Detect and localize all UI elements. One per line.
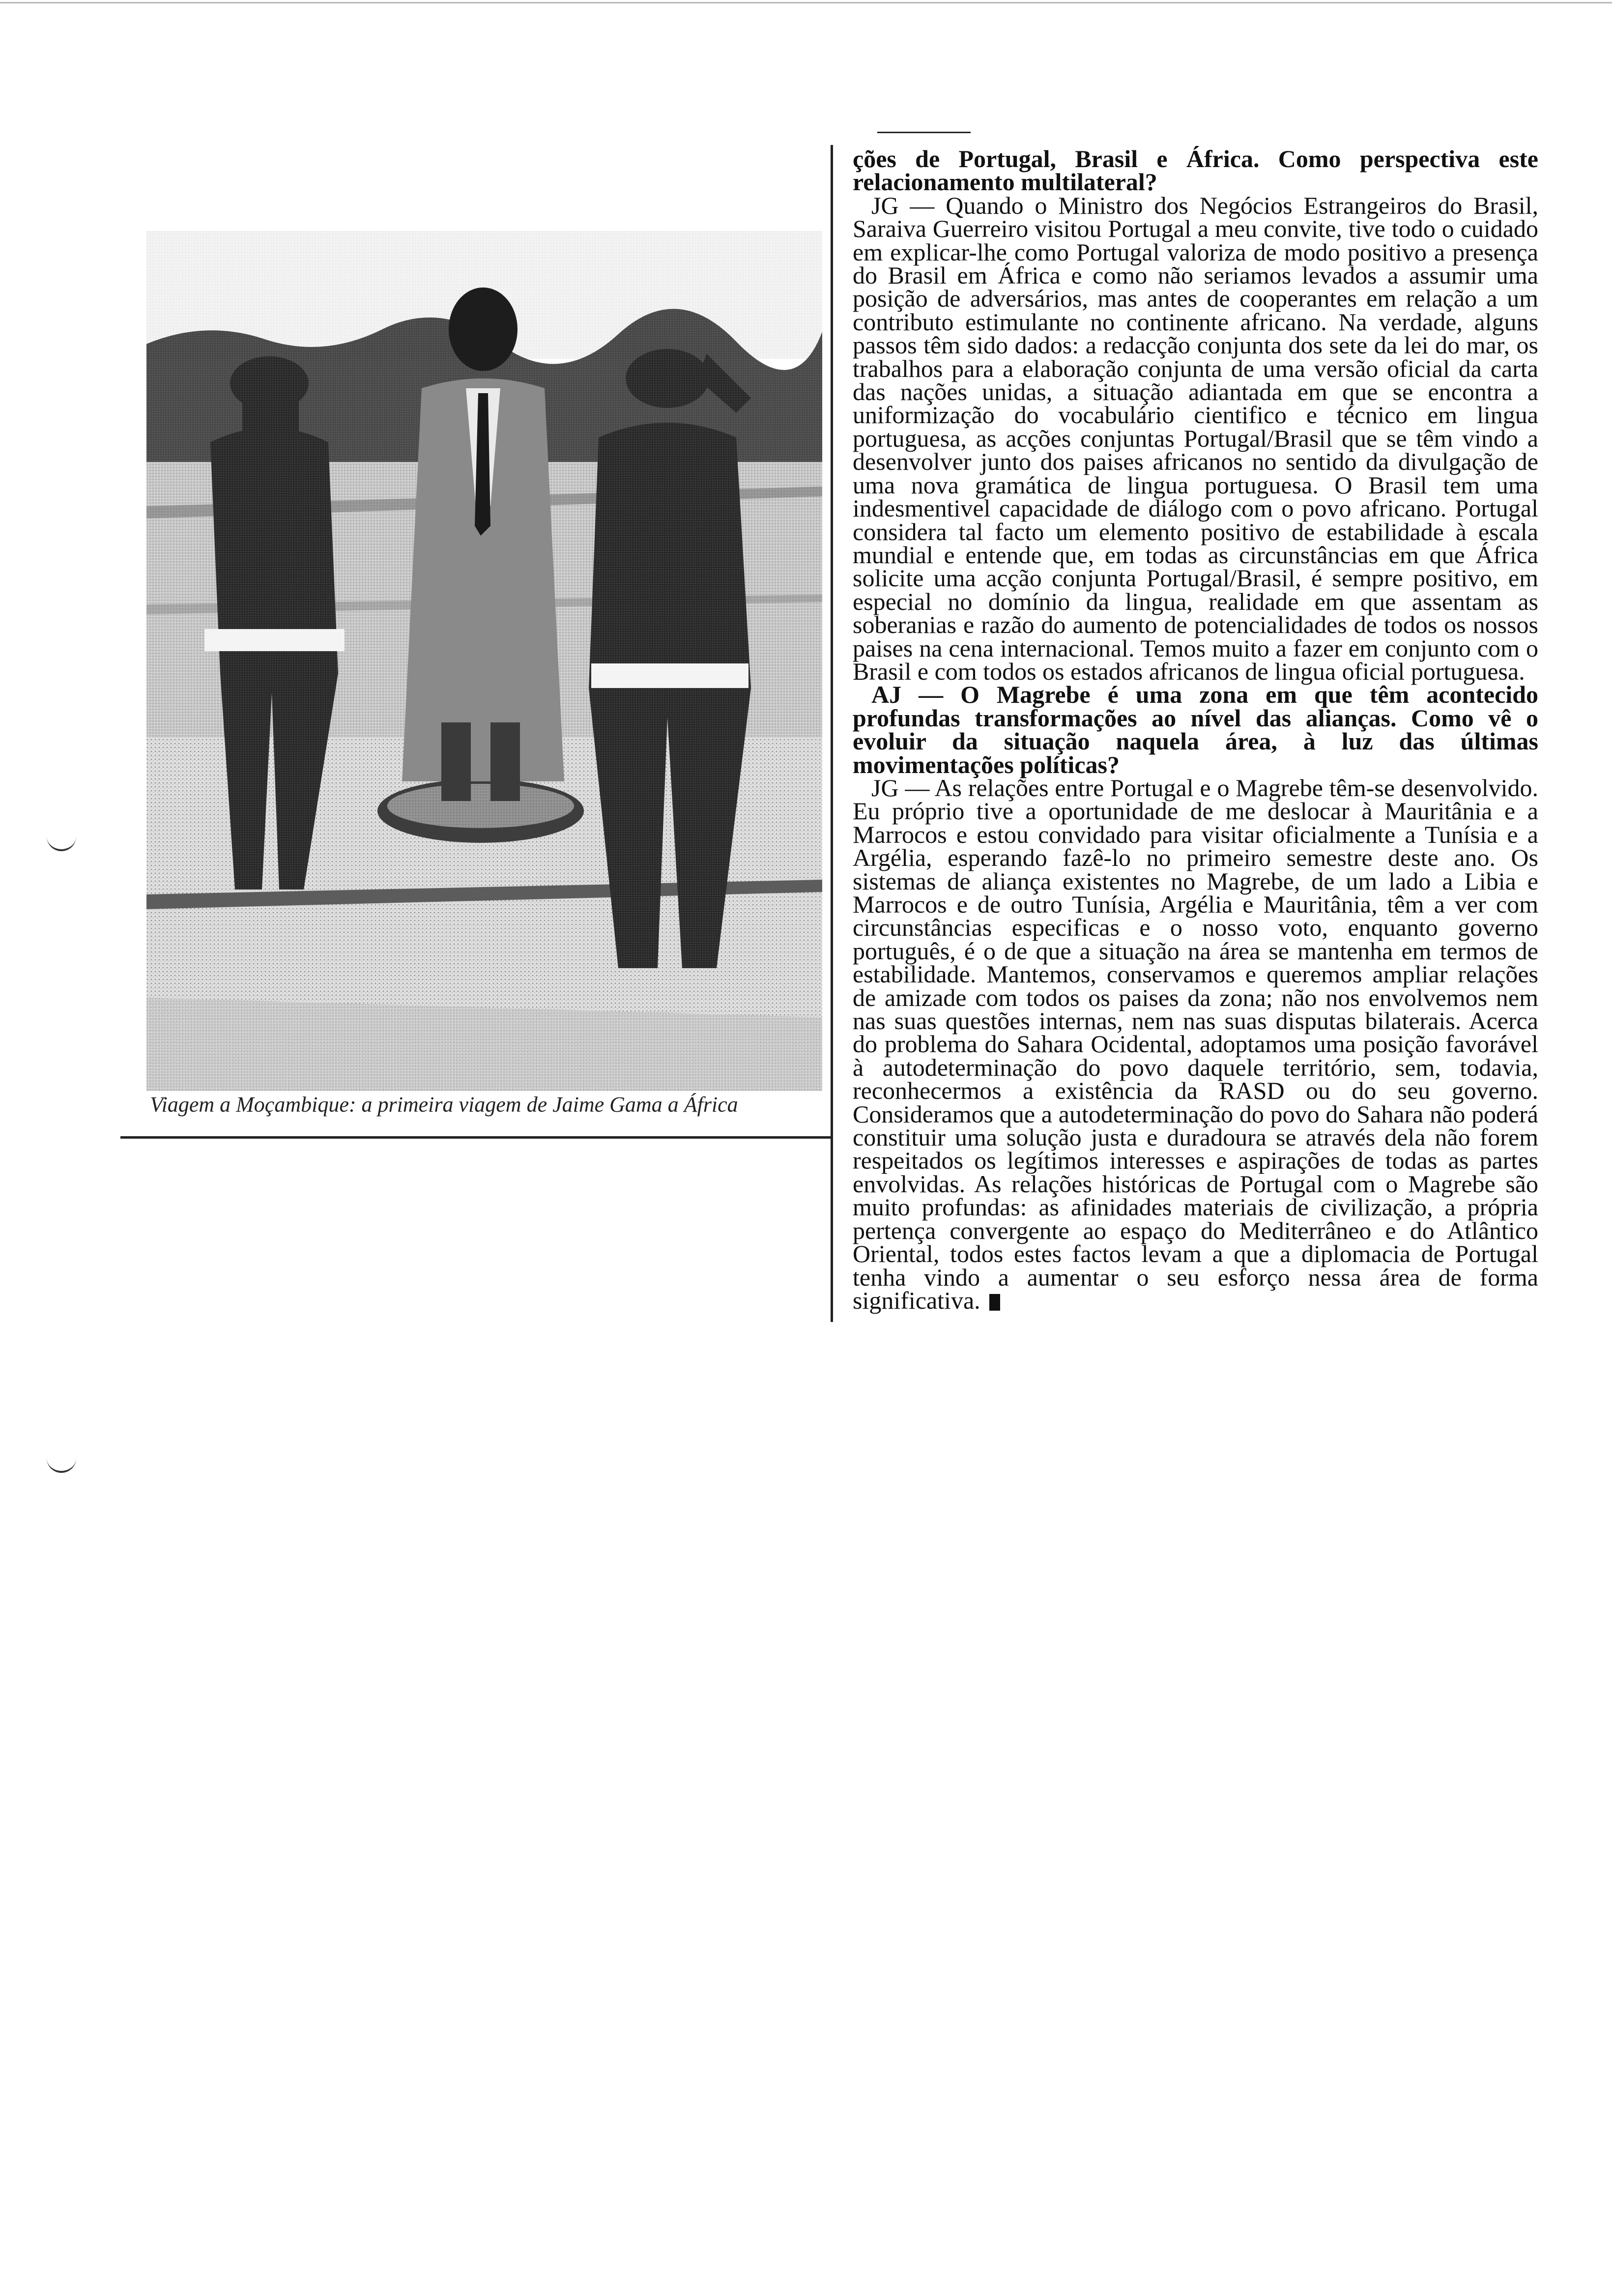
- answer-paragraph: JG — Quando o Ministro dos Negócios Estrangeiros do Brasil, Saraiva Guerreiro visitou Portugal a meu convite, tive todo o cuidado em explicar-lhe como Portugal valoriza de modo positivo a presença do Brasil em África e como não seriamos levados a assumir uma posição de adversários, mas antes de cooperantes em relação a um contributo estimulante no continente africano. Na verdade, alguns passos têm sido dados: a redacção conjunta dos sete da lei do mar, os trabalhos para a elaboração conjunta de uma versão oficial da carta das nações unidas, a situação adiantada em que se encontra a uniformização do vocabulário cientifico e técnico em lingua portuguesa, as acções conjuntas Portugal/Brasil que se têm vindo a desenvolver junto dos paises africanos no sentido da divulgação de uma nova gramática de lingua portuguesa. O Brasil tem uma indesmentivel capacidade de diálogo com o povo africano. Portugal considera tal facto um elemento positivo de estabilidade à escala mundial e entende que, em todas as circunstâncias em que África solicite uma acção conjunta Portugal/Brasil, é sempre positivo, em especial no domínio da lingua, realidade em que assentam as soberanias e razão do aumento de potencialidades de todos os nossos paises na cena internacional. Temos muito a fazer em conjunto com o Brasil e com todos os estados africanos de lingua oficial portuguesa.: [853, 191, 1538, 685]
- header-short-rule: [877, 132, 971, 133]
- question-paragraph: AJ — O Magrebe é uma zona em que têm acontecido profundas transformações ao nível das alianças. Como vê o evoluir da situação naquela área, à luz das últimas movimentações políticas?: [853, 681, 1538, 778]
- column-divider: [831, 145, 833, 1322]
- margin-mark-2: [47, 1457, 76, 1473]
- margin-mark-1: [47, 835, 76, 851]
- answer-text: JG — As relações entre Portugal e o Magrebe têm-se desenvolvido. Eu próprio tive a oportunidade de me deslocar à Mauritânia e a Marrocos e estou convidado para visitar oficialmente a Tunísia e a Argélia, esperando fazê-lo no primeiro semestre deste ano. Os sistemas de aliança existentes no Magrebe, de um lado a Libia e Marrocos e de outro Tunísia, Argélia e Mauritânia, têm a ver com circunstâncias especificas e o nosso voto, enquanto governo português, é o de que a situação na área se mantenha em termos de estabilidade. Mantemos, conservamos e queremos ampliar relações de amizade com todos os paises da zona; não nos envolvemos nem nas suas questões internas, nem nas suas disputas bilaterais. Acerca do problema do Sahara Ocidental, adoptamos uma posição favorável à autodeterminação do povo daquele território, sem, todavia, reconhecermos a existência da RASD ou do seu governo. Consideramos que a autodeterminação do povo do Sahara não poderá constituir uma solução justa e duradoura se através dela não forem respeitados os legítimos interesses e aspirações de todas as partes envolvidas. As relações históricas de Portugal com o Magrebe são muito profundas: as afinidades materiais de civilização, a própria pertença convergente ao espaço do Mediterrâneo e do Atlântico Oriental, todos estes factos levam a que a diplomacia de Portugal tenha vindo a aumentar o seu esforço nessa área de forma significativa.: [853, 774, 1538, 1314]
- photo-caption: Viagem a Moçambique: a primeira viagem de Jaime Gama a África: [150, 1092, 738, 1117]
- article-body: [853, 147, 1538, 1312]
- question-paragraph: ções de Portugal, Brasil e África. Como perspectiva este relacionamento multilateral?: [853, 145, 1538, 196]
- photo-bottom-rule: [120, 1136, 832, 1139]
- answer-paragraph: [853, 776, 1538, 1312]
- top-border-rule: [0, 2, 1612, 3]
- end-of-article-mark: [989, 1294, 1000, 1311]
- news-photo: [146, 231, 822, 1091]
